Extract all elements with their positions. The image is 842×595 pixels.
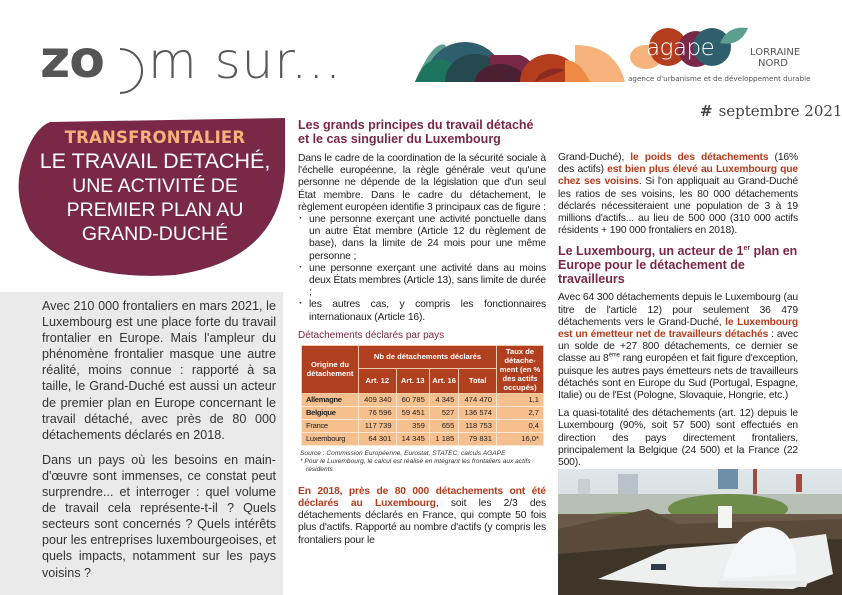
issue-date bbox=[700, 102, 842, 120]
findings-paragraph bbox=[298, 486, 546, 547]
hero-title-block bbox=[30, 128, 280, 246]
cell-rate: 2,7 bbox=[497, 406, 544, 419]
cell-art12: 76 596 bbox=[359, 406, 397, 419]
zoom-sur-logo bbox=[40, 22, 405, 88]
hero-title-line: LE TRAVAIL DETACHÉ, bbox=[39, 149, 271, 173]
cell-country: Luxembourg bbox=[302, 432, 359, 445]
right-column bbox=[558, 152, 798, 469]
hero-kicker: TRANSFRONTALIER bbox=[64, 128, 246, 147]
agape-tagline: agence d'urbanisme et de développement durable bbox=[628, 74, 811, 83]
principles-body bbox=[298, 153, 546, 324]
cases-list bbox=[298, 214, 546, 324]
agape-logo bbox=[628, 25, 818, 85]
intro-paragraph-2: Dans un pays où les besoins en main-d'œuvre sont immenses, ce constat peut surprendre... et interroger : quel volume de travail cela représente-t-il ? Quels secteurs sont concernés ? Quels intérêts pour les entreprises luxembourgeoises, et quels impacts, notamment sur les pays voisins ? bbox=[42, 452, 276, 580]
intro-paragraph-1: Avec 210 000 frontaliers en mars 2021, le Luxembourg est une place forte du travail frontalier en Europe. Mais l'ampleur du phénomène frontalier masque une autre réalité, moins connue : rapporté à sa taille, le Grand-Duché est aussi un acteur de premier plan en Europe concernant le travail détaché, avec près de 80 000 détachements déclarés en 2018. bbox=[42, 299, 276, 442]
hero-title-line: GRAND-DUCHÉ bbox=[81, 223, 229, 245]
zoom-logo-zo: zo bbox=[40, 30, 104, 90]
section-heading-luxembourg bbox=[558, 244, 798, 286]
cell-rate: 0,4 bbox=[497, 419, 544, 432]
agape-region bbox=[750, 47, 800, 69]
rank-superscript: ème bbox=[608, 353, 620, 360]
issue-date-text: septembre 2021 bbox=[718, 102, 842, 120]
heading-text: Le Luxembourg, un acteur de 1 bbox=[558, 244, 744, 259]
detachments-table bbox=[301, 345, 544, 446]
header-group: Nb de détachements déclarés bbox=[359, 345, 497, 368]
zoom-logo-rest: m sur... bbox=[148, 32, 342, 90]
header-origin: Origine du détachement bbox=[302, 345, 359, 393]
header-rate: Taux de détache-ment (en % des actifs occupés) bbox=[497, 345, 544, 393]
net-emitter-paragraph bbox=[558, 292, 798, 402]
cell-rate: 16,0* bbox=[497, 432, 544, 445]
weight-text: (16% des actifs) bbox=[558, 152, 798, 176]
cell-art13: 14 345 bbox=[396, 432, 429, 445]
case-item: · une personne exerçant une activité dans au moins deux États membres (Article 13), sans limite de durée ; bbox=[298, 263, 546, 300]
agape-region-line-2: NORD bbox=[758, 58, 788, 69]
findings-highlight: En 2018, près de 80 000 détachements ont été déclarés au Luxembourg bbox=[298, 485, 546, 510]
header-art12: Art. 12 bbox=[359, 368, 397, 393]
table-title: Détachements déclarés par pays bbox=[298, 329, 445, 341]
hash-icon: # bbox=[700, 102, 713, 120]
heading-text: plan en Europe pour le détachement de travailleurs bbox=[558, 244, 798, 287]
table-row bbox=[302, 432, 544, 445]
cell-country: France bbox=[302, 419, 359, 432]
heading-superscript: er bbox=[743, 245, 751, 253]
agape-region-line-1: LORRAINE bbox=[750, 47, 801, 58]
decorative-hills-graphic bbox=[415, 40, 625, 82]
zoom-lens-icon bbox=[116, 46, 146, 96]
net-emitter-highlight: le Luxembourg est un émetteur net de travailleurs détachés bbox=[558, 316, 798, 341]
table-row bbox=[302, 406, 544, 419]
cell-art12: 409 340 bbox=[359, 393, 397, 406]
cell-total: 136 574 bbox=[459, 406, 497, 419]
principles-paragraph: Dans le cadre de la coordination de la sécurité sociale à l'échelle européenne, la règle générale veut qu'une personne ne dépende de la législation que d'un seul État membre. Dans le cadre du détachement, le règlement européen identifie 3 principaux cas de figure : bbox=[298, 153, 546, 213]
case-item: · les autres cas, y compris les fonctionnaires internationaux (Article 16). bbox=[298, 299, 546, 323]
hero-title-line: PREMIER PLAN AU bbox=[66, 199, 244, 221]
weight-text: . Si l'on appliquait au Grand-Duché les ratios de ses voisins, les 80 000 détachements déclarés nécessiteraient une population de 3 à 19 millions d'actifs... au lieu de 500 000 (310 000 actifs résidents + 190 000 frontaliers en 2018). bbox=[558, 176, 798, 237]
cell-art12: 64 301 bbox=[359, 432, 397, 445]
header-art16: Art. 16 bbox=[429, 368, 459, 393]
net-emitter-text: : avec un solde de +27 800 détachements, ce dernier se classe au 8 bbox=[558, 329, 798, 365]
construction-site-photo bbox=[558, 469, 842, 595]
weight-highlight: le poids des détachements bbox=[630, 152, 769, 163]
cell-art16: 655 bbox=[429, 419, 459, 432]
weight-paragraph bbox=[558, 152, 798, 237]
cell-art16: 527 bbox=[429, 406, 459, 419]
table-note: * Pour le Luxembourg, le calcul est réalisé en intégrant les frontaliers aux actifs résidents bbox=[300, 457, 531, 473]
cell-total: 474 470 bbox=[459, 393, 497, 406]
cell-art13: 60 785 bbox=[396, 393, 429, 406]
middle-column bbox=[298, 118, 546, 547]
cell-art16: 4 345 bbox=[429, 393, 459, 406]
intro-box bbox=[0, 292, 283, 595]
cell-country: Belgique bbox=[302, 406, 359, 419]
hero-title-line: UNE ACTIVITÉ DE bbox=[72, 175, 238, 197]
net-emitter-text: Avec 64 300 détachements depuis le Luxembourg (au titre de l'article 12) pour seulement 36 479 détachements vers le Grand-Duché, bbox=[558, 292, 798, 328]
table-source bbox=[300, 450, 546, 474]
table-row bbox=[302, 393, 544, 406]
case-item: · une personne exerçant une activité ponctuelle dans un autre État membre (Article 12 du règlement de base), dans la limite de 24 mois pour une même personne ; bbox=[298, 214, 546, 263]
cell-rate: 1,1 bbox=[497, 393, 544, 406]
weight-text: Grand-Duché), bbox=[558, 152, 631, 163]
cell-total: 79 831 bbox=[459, 432, 497, 445]
header-art13: Art. 13 bbox=[396, 368, 429, 393]
cell-art13: 59 451 bbox=[396, 406, 429, 419]
cell-total: 118 753 bbox=[459, 419, 497, 432]
header-total: Total bbox=[459, 368, 497, 393]
cell-art13: 359 bbox=[396, 419, 429, 432]
cell-art16: 1 185 bbox=[429, 432, 459, 445]
net-emitter-text: rang européen et fait figure d'exception, puisque les autres pays émetteurs nets de travailleurs détachés sont en Europe du Sud (Portugal, Espagne, Italie) ou de l'Est (Pologne, Slovaquie, Hongrie, etc.) bbox=[558, 353, 798, 402]
table-source-text: Source : Commission Européenne, Eurostat, STATEC, calculs AGAPE bbox=[300, 449, 506, 457]
intro-text-flow bbox=[42, 298, 276, 590]
cell-country: Allemagne bbox=[302, 393, 359, 406]
weight-highlight: est bien plus élevé au Luxembourg que chez ses voisins bbox=[558, 164, 798, 188]
destinations-paragraph: La quasi-totalité des détachements (art. 12) depuis le Luxembourg (90%, soit 57 500) sont effectués en direction des pays directement frontaliers, principalement la Belgique (24 500) et la France (22 500). bbox=[558, 408, 798, 469]
section-heading-principles: Les grands principes du travail détaché et le cas singulier du Luxembourg bbox=[298, 118, 534, 146]
table-row bbox=[302, 419, 544, 432]
agape-wordmark: agape bbox=[646, 35, 715, 61]
cell-art12: 117 739 bbox=[359, 419, 397, 432]
findings-text: , soit les 2/3 des détachements déclarés en France, qui compte 50 fois plus d'actifs. Rapporté au nombre d'actifs (y compris les frontaliers pour le bbox=[298, 498, 546, 546]
